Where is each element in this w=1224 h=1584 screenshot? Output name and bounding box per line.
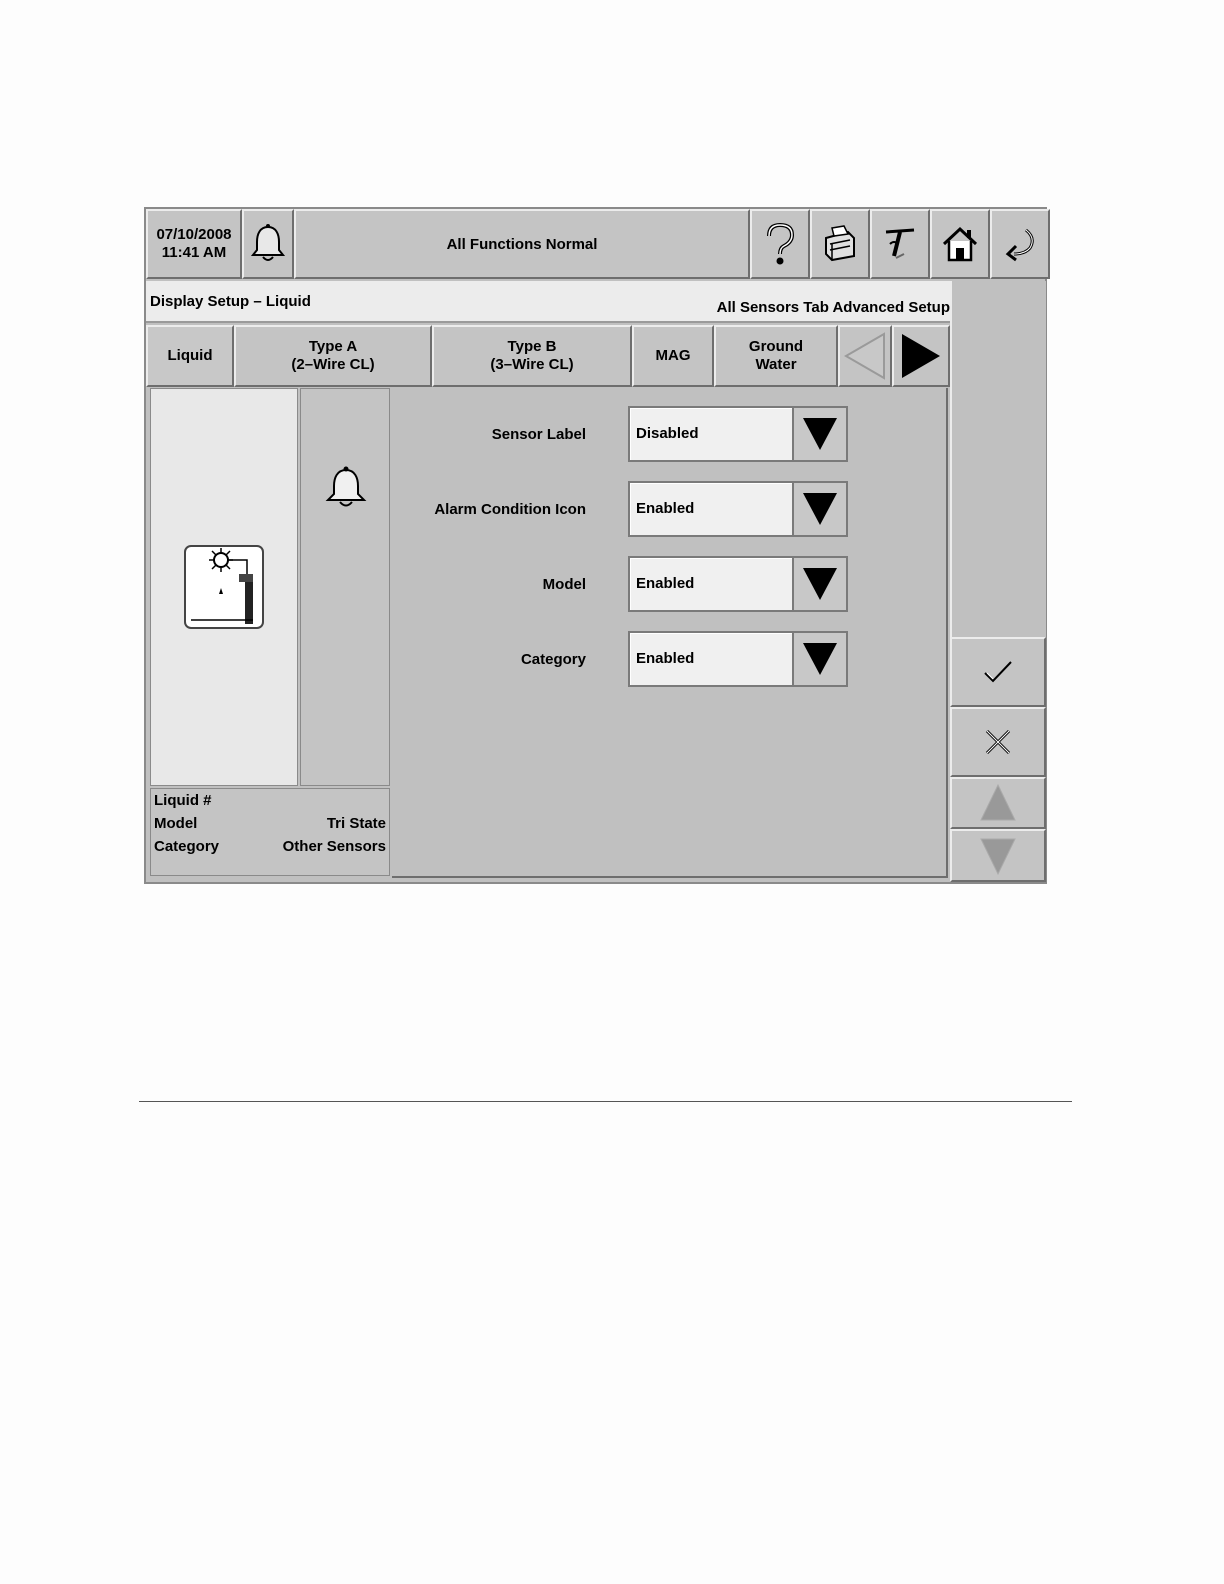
liquid-sensor-icon	[183, 544, 265, 630]
category-value: Other Sensors	[282, 838, 386, 855]
alarm-condition-icon-dropdown-arrow[interactable]	[792, 483, 846, 535]
scroll-down-button[interactable]	[950, 829, 1046, 882]
chevron-down-icon	[801, 416, 839, 452]
print-button[interactable]	[810, 209, 870, 279]
info-row-model	[154, 815, 386, 832]
arrow-down-icon	[978, 836, 1018, 876]
alarm-condition-icon-dropdown[interactable]	[628, 481, 848, 537]
back-button[interactable]	[990, 209, 1050, 279]
sensor-label-value: Disabled	[636, 425, 699, 442]
right-column-panel	[950, 281, 1046, 637]
printer-icon	[820, 224, 860, 264]
tab-ground-water-label: Ground	[748, 338, 804, 355]
model-label: Model	[154, 815, 198, 832]
category-dropdown-arrow[interactable]	[792, 633, 846, 685]
time-text: 11:41 AM	[161, 244, 227, 261]
arrow-up-icon	[978, 783, 1018, 823]
liquid-number-label: Liquid #	[154, 792, 212, 809]
model-dropdown-arrow[interactable]	[792, 558, 846, 610]
tab-type-b[interactable]	[432, 325, 632, 387]
help-icon	[761, 222, 799, 266]
tools-button[interactable]	[870, 209, 930, 279]
date-time-display	[146, 209, 242, 279]
tab-scroll-left-button[interactable]	[838, 325, 892, 387]
model-field-label: Model	[542, 576, 586, 593]
accept-button[interactable]	[950, 637, 1046, 707]
alarm-condition-icon-value: Enabled	[636, 500, 695, 517]
model-dropdown-value: Enabled	[636, 575, 695, 592]
triangle-left-icon	[842, 332, 888, 380]
tab-mag[interactable]	[632, 325, 714, 387]
tools-icon	[880, 224, 920, 264]
checkmark-icon	[982, 659, 1014, 685]
home-button[interactable]	[930, 209, 990, 279]
settings-panel	[392, 388, 948, 878]
alarm-condition-bell-icon	[323, 465, 369, 511]
category-dropdown-value: Enabled	[636, 650, 695, 667]
chevron-down-icon	[801, 641, 839, 677]
cancel-button[interactable]	[950, 707, 1046, 777]
home-icon	[940, 224, 980, 264]
back-icon	[1000, 224, 1040, 264]
sensor-label-dropdown[interactable]	[628, 406, 848, 462]
tab-liquid-label: Liquid	[167, 347, 213, 364]
triangle-right-icon	[898, 332, 944, 380]
alarm-condition-icon-field-label: Alarm Condition Icon	[434, 501, 586, 518]
system-status-bar	[294, 209, 750, 279]
screen-header	[146, 281, 950, 323]
tab-scroll-right-button[interactable]	[892, 325, 950, 387]
tab-type-a-label: Type A	[308, 338, 358, 355]
model-value: Tri State	[326, 815, 386, 832]
tab-type-b-sublabel: (3–Wire CL)	[490, 356, 574, 373]
alarm-bell-icon	[248, 223, 288, 265]
page-title: Display Setup – Liquid	[150, 293, 311, 310]
scroll-up-button[interactable]	[950, 777, 1046, 829]
chevron-down-icon	[801, 491, 839, 527]
status-text: All Functions Normal	[446, 235, 598, 253]
tab-type-a-sublabel: (2–Wire CL)	[291, 356, 375, 373]
chevron-down-icon	[801, 566, 839, 602]
tab-ground-water-sublabel: Water	[755, 356, 797, 373]
page-subtitle: All Sensors Tab Advanced Setup	[716, 299, 950, 316]
info-row-category	[154, 838, 386, 855]
sensor-label-dropdown-arrow[interactable]	[792, 408, 846, 460]
info-row-liquid	[154, 792, 386, 809]
category-label: Category	[154, 838, 220, 855]
help-button[interactable]	[750, 209, 810, 279]
sensor-icon-panel	[150, 388, 298, 786]
sensor-label-field-label: Sensor Label	[491, 426, 586, 443]
date-text: 07/10/2008	[156, 226, 232, 243]
page-divider	[139, 1101, 1072, 1102]
sensor-info-panel	[150, 788, 390, 876]
model-dropdown[interactable]	[628, 556, 848, 612]
tab-ground-water[interactable]	[714, 325, 838, 387]
alarm-bell-button[interactable]	[242, 209, 294, 279]
tab-type-b-label: Type B	[507, 338, 557, 355]
close-icon	[983, 727, 1013, 757]
tab-mag-label: MAG	[655, 347, 691, 364]
tab-type-a[interactable]	[234, 325, 432, 387]
tab-liquid[interactable]	[146, 325, 234, 387]
console-screen	[144, 207, 1047, 884]
category-field-label: Category	[520, 651, 586, 668]
category-dropdown[interactable]	[628, 631, 848, 687]
